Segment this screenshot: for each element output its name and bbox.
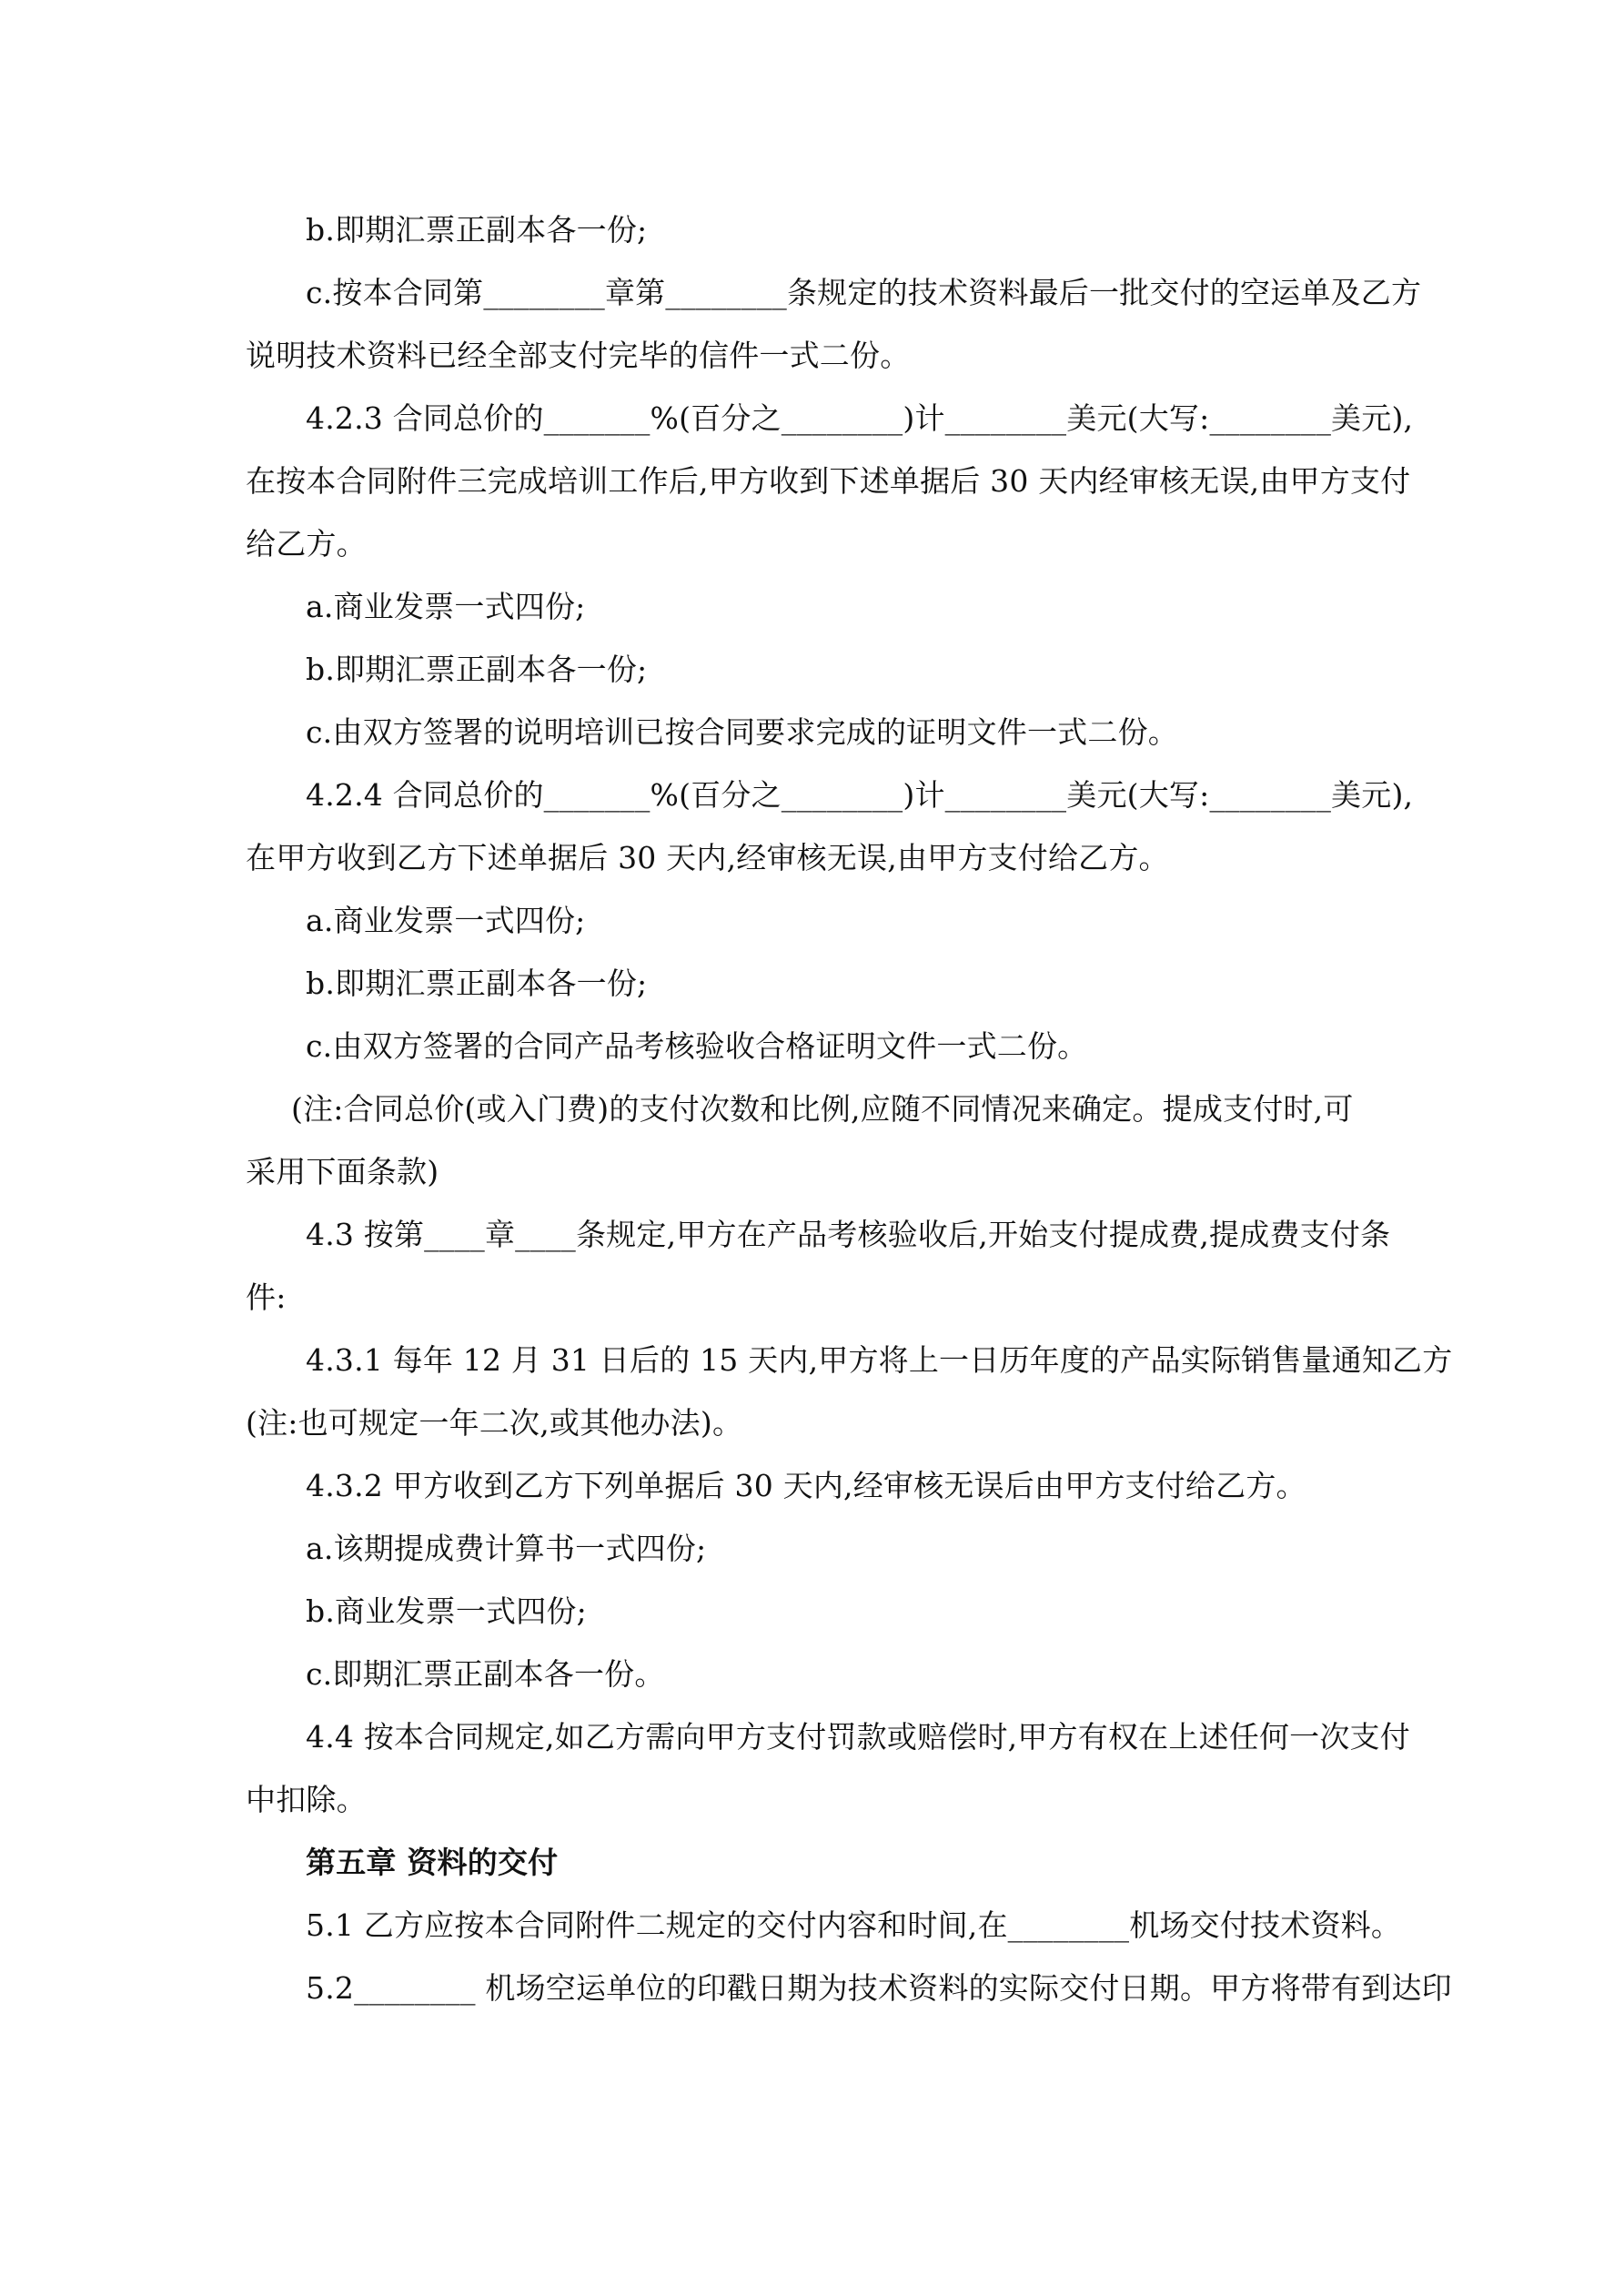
chapter-five-heading: 第五章 资料的交付 — [306, 1845, 559, 1880]
paragraph-c-airway-bill: c.按本合同第________章第________条规定的技术资料最后一批交付的空运单及乙方 — [306, 275, 1422, 310]
document-page — [246, 198, 1453, 2019]
clause-4-3-1-cont: (注:也可规定一年二次,或其他办法)。 — [246, 1405, 743, 1441]
clause-4-3: 4.3 按第____章____条规定,甲方在产品考核验收后,开始支付提成费,提成费支付条 — [306, 1217, 1391, 1252]
clause-4-2-3-line-2: 在按本合同附件三完成培训工作后,甲方收到下述单据后 30 天内经审核无误,由甲方支付 — [246, 463, 1411, 499]
clause-4-4: 4.4 按本合同规定,如乙方需向甲方支付罚款或赔偿时,甲方有权在上述任何一次支付 — [306, 1719, 1410, 1755]
clause-4-3-1: 4.3.1 每年 12 月 31 日后的 15 天内,甲方将上一日历年度的产品实际销售量通知乙方 — [306, 1342, 1453, 1378]
item-c-training-certificate: c.由双方签署的说明培训已按合同要求完成的证明文件一式二份。 — [306, 714, 1178, 750]
item-c-draft-3: c.即期汇票正副本各一份。 — [306, 1656, 665, 1692]
clause-4-2-3-line-3: 给乙方。 — [246, 526, 367, 561]
note-payment: (注:合同总价(或入门费)的支付次数和比例,应随不同情况来确定。提成支付时,可 — [291, 1091, 1354, 1127]
paragraph-c-airway-bill-cont: 说明技术资料已经全部支付完毕的信件一式二份。 — [246, 338, 911, 373]
item-b-draft-2: b.即期汇票正副本各一份; — [306, 966, 648, 1001]
clause-5-2: 5.2________ 机场空运单位的印戳日期为技术资料的实际交付日期。甲方将带有到达印 — [306, 1970, 1452, 2006]
paragraph-b-draft: b.即期汇票正副本各一份; — [306, 212, 648, 248]
clause-4-3-cont: 件: — [246, 1279, 287, 1315]
item-b-draft: b.即期汇票正副本各一份; — [306, 652, 648, 687]
item-a-invoice: a.商业发票一式四份; — [306, 589, 586, 624]
item-c-acceptance-certificate: c.由双方签署的合同产品考核验收合格证明文件一式二份。 — [306, 1028, 1088, 1064]
clause-4-2-4-line-2: 在甲方收到乙方下述单据后 30 天内,经审核无误,由甲方支付给乙方。 — [246, 840, 1169, 875]
clause-4-2-3: 4.2.3 合同总价的_______%(百分之________)计________美元(大写:________美元), — [306, 400, 1414, 436]
item-a-invoice-2: a.商业发票一式四份; — [306, 903, 586, 938]
clause-5-1: 5.1 乙方应按本合同附件二规定的交付内容和时间,在________机场交付技术资料。 — [306, 1907, 1402, 1943]
clause-4-4-cont: 中扣除。 — [246, 1782, 367, 1817]
item-b-invoice-3: b.商业发票一式四份; — [306, 1593, 587, 1629]
note-payment-cont: 采用下面条款) — [246, 1154, 439, 1189]
item-a-royalty-statement: a.该期提成费计算书一式四份; — [306, 1531, 707, 1566]
clause-4-2-4: 4.2.4 合同总价的_______%(百分之________)计________美元(大写:________美元), — [306, 777, 1414, 813]
clause-4-3-2: 4.3.2 甲方收到乙方下列单据后 30 天内,经审核无误后由甲方支付给乙方。 — [306, 1468, 1306, 1503]
